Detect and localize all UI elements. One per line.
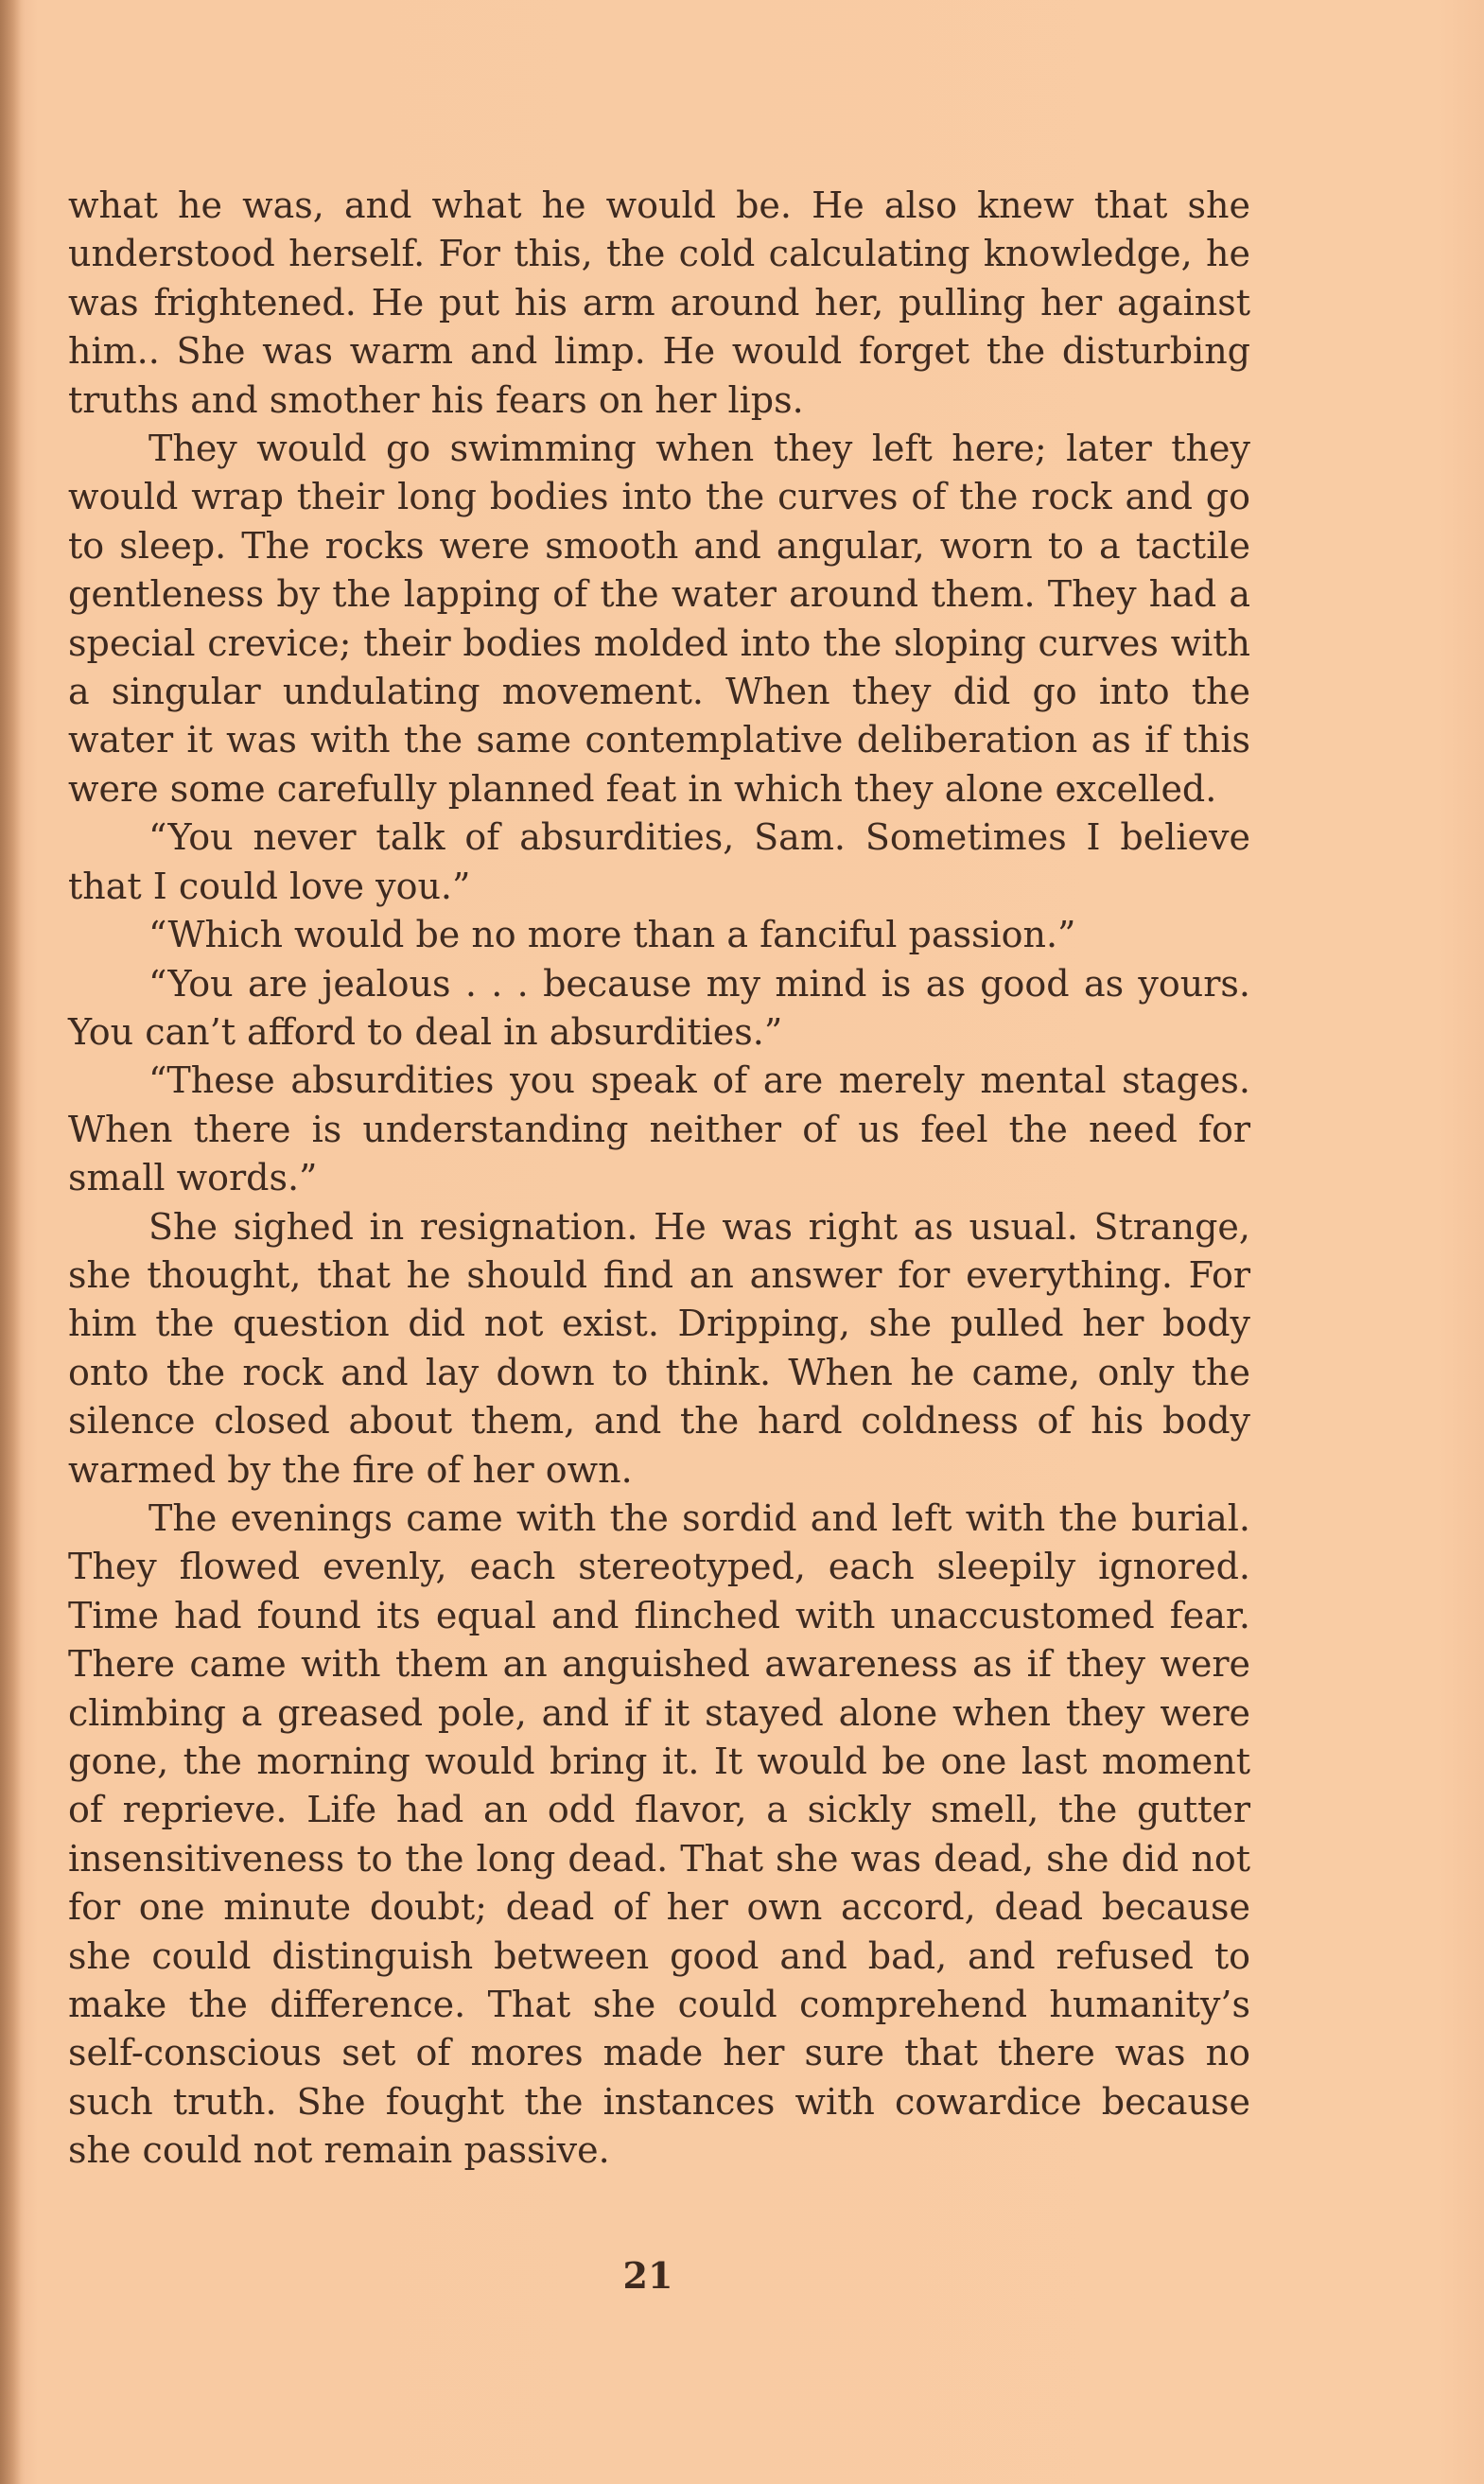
paragraph-3: “You never talk of absurdities, Sam. Sometimes I believe that I could love you.” (68, 816, 1250, 907)
paragraph-7: She sighed in resignation. He was right as usual. Strange, she thought, that he should find an answer for everything. For him the question did not exist. Dripping, she pulled her body onto the rock and lay down to think. When he came, only the silence closed about them, and the hard coldness of his body warmed by the fire of her own. (68, 1205, 1250, 1491)
paragraph-5: “You are jealous . . . because my mind is as good as yours. You can’t afford to deal in absurdities.” (68, 962, 1250, 1053)
paragraph-1: what he was, and what he would be. He also knew that she understood herself. For this, the cold calculating knowledge, he was frightened. He put his arm around her, pulling her against him.. She was warm and limp. He would forget the disturbing truths and smother his fears on her lips. (68, 184, 1250, 421)
page-number: 21 (622, 2254, 673, 2297)
paragraph-4: “Which would be no more than a fanciful passion.” (148, 914, 1076, 956)
paragraph-2: They would go swimming when they left here; later they would wrap their long bodies into the curves of the rock and go to sleep. The rocks were smooth and angular, worn to a tactile gentleness by the lapping of the water around them. They had a special crevice; their bodies molded into the sloping curves with a singular undulating movement. When they did go into the water it was with the same contemplative deliberation as if this were some carefully planned feat in which they alone excelled. (68, 428, 1250, 810)
binding-shadow (0, 0, 21, 2484)
paragraph-8: The evenings came with the sordid and left with the burial. They flowed evenly, each stereotyped, each sleepily ignored. Time had found its equal and flinched with unaccustomed fear. There came with them an anguished awareness as if they were climbing a greased pole, and if it stayed alone when they were gone, the morning would bring it. It would be one last moment of reprieve. Life had an odd flavor, a sickly smell, the gutter insensitiveness to the long dead. That she was dead, she did not for one minute doubt; dead of her own accord, dead because she could distinguish between good and bad, and refused to make the difference. That she could comprehend humanity’s self-conscious set of mores made her sure that there was no such truth. She fought the instances with cowardice because she could not remain passive. (68, 1496, 1250, 2172)
body-text (68, 182, 1250, 2176)
paragraph-6: “These absurdities you speak of are merely mental stages. When there is understanding neither of us feel the need for small words.” (68, 1059, 1250, 1199)
